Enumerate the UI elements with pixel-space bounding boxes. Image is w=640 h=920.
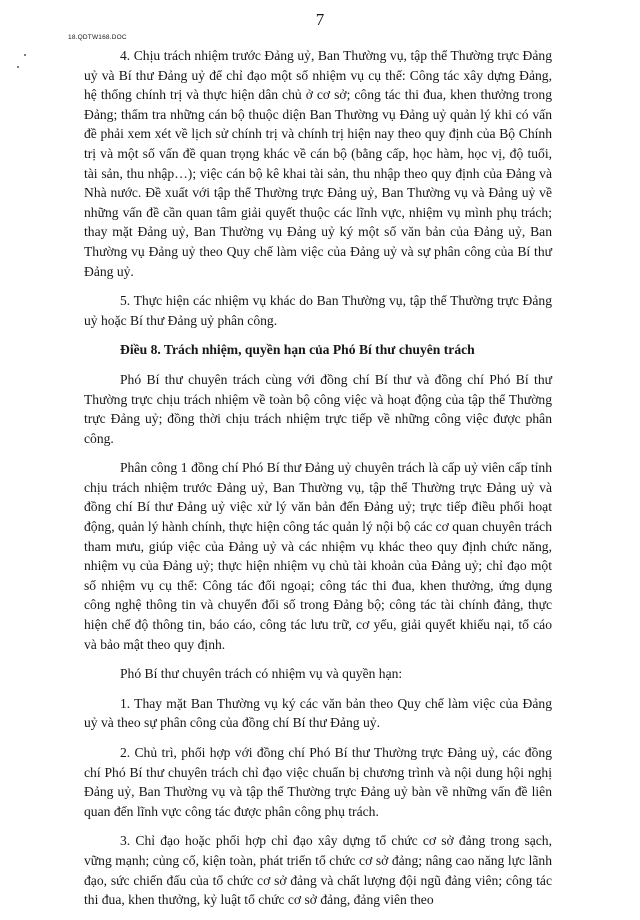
paragraph-duties-intro: Phó Bí thư chuyên trách có nhiệm vụ và quyền hạn: (120, 666, 403, 682)
scan-speck (17, 66, 19, 68)
paragraph-duty-2: 2. Chủ trì, phối hợp với đồng chí Phó Bí thư Thường trực Đảng uỷ, các đồng chí Phó Bí thư chuyên trách chỉ đạo việc chuẩn bị chương trình và nội dung hội nghị Đảng uỷ, Ban Thường vụ và tập thể Thường trực Đảng uỷ bàn về những vấn đề liên quan đến lĩnh vực công tác được phân công phụ trách. (84, 745, 552, 819)
paragraph-assignment: Phân công 1 đồng chí Phó Bí thư Đảng uỷ chuyên trách là cấp uỷ viên cấp tỉnh chịu trách nhiệm trước Đảng uỷ, Ban Thường vụ, tập thể Thường trực Đảng uỷ và đồng chí Bí thư Đảng uỷ việc xử lý văn bản đến Đảng uỷ; trực tiếp điều phối hoạt động, quản lý hành chính, thực hiện công tác quản lý nội bộ các cơ quan chuyên trách tham mưu, giúp việc của Đảng uỷ và các nhiệm vụ khác theo quy định chức năng, nhiệm vụ của Đảng uỷ; thực hiện nhiệm vụ chủ tài khoản của Đảng uỷ; chỉ đạo một số nhiệm vụ cụ thể: Công tác đối ngoại; công tác thi đua, khen thưởng, ứng dụng công nghệ thông tin và chuyển đổi số trong Đảng bộ; công tác tài chính đảng, thực hiện chế độ thông tin, báo cáo, công tác lưu trữ, cơ yếu, giải quyết khiếu nại, tố cáo và bảo mật theo quy định. (84, 460, 552, 652)
article-heading: Điều 8. Trách nhiệm, quyền hạn của Phó Bí thư chuyên trách (120, 342, 475, 358)
file-code-label: 18.QDTW168.DOC (68, 34, 127, 41)
page-number: 7 (315, 10, 325, 29)
paragraph-responsibility: Phó Bí thư chuyên trách cùng với đồng chí Bí thư và đồng chí Phó Bí thư Thường trực chịu trách nhiệm về toàn bộ công việc và hoạt động của tập thể Thường trực Đảng uỷ; đồng thời chịu trách nhiệm trực tiếp về những công việc được phân công. (84, 371, 552, 446)
paragraph-item-4: 4. Chịu trách nhiệm trước Đảng uỷ, Ban Thường vụ, tập thể Thường trực Đảng uỷ và Bí thư Đảng uỷ để chỉ đạo một số nhiệm vụ cụ thể: Công tác xây dựng Đảng, hệ thống chính trị và thực hiện dân chủ ở cơ sở; công tác thi đua, khen thưởng trong Đảng; thẩm tra những cán bộ thuộc diện Ban Thường vụ Đảng uỷ quản lý khi có vấn đề phải xem xét về lịch sử chính trị và chính trị hiện nay theo quy định của Bộ Chính trị và một số vấn đề quan trọng khác về cán bộ (bằng cấp, học hàm, học vị, độ tuổi, tài sản, thu nhập…); việc cán bộ kê khai tài sản, thu nhập theo quy định của Đảng và Nhà nước. Đề xuất với tập thể Thường trực Đảng uỷ, Ban Thường vụ và Đảng uỷ về những vấn đề cần quan tâm giải quyết thuộc các lĩnh vực, nhiệm vụ mình phụ trách; thay mặt Đảng uỷ, Ban Thường vụ Đảng uỷ ký một số văn bản của Đảng uỷ, Ban Thường vụ Đảng uỷ theo Quy chế làm việc của Đảng uỷ và sự phân công của Bí thư Đảng uỷ. (84, 48, 552, 279)
paragraph-item-5: 5. Thực hiện các nhiệm vụ khác do Ban Thường vụ, tập thể Thường trực Đảng uỷ hoặc Bí thư Đảng uỷ phân công. (84, 293, 552, 328)
document-body (84, 46, 552, 920)
paragraph-duty-1: 1. Thay mặt Ban Thường vụ ký các văn bản theo Quy chế làm việc của Đảng uỷ và theo sự phân công của đồng chí Bí thư Đảng uỷ. (84, 695, 552, 731)
scan-speck (24, 54, 26, 56)
paragraph-duty-3: 3. Chỉ đạo hoặc phối hợp chỉ đạo xây dựng tổ chức cơ sở đảng trong sạch, vững mạnh; củng cố, kiện toàn, phát triển tổ chức cơ sở đảng; nâng cao năng lực lãnh đạo, sức chiến đấu của tổ chức cơ sở đảng và chất lượng đội ngũ đảng viên; công tác thi đua, khen thưởng, kỷ luật tổ chức cơ sở đảng, đảng viên theo (84, 833, 552, 908)
